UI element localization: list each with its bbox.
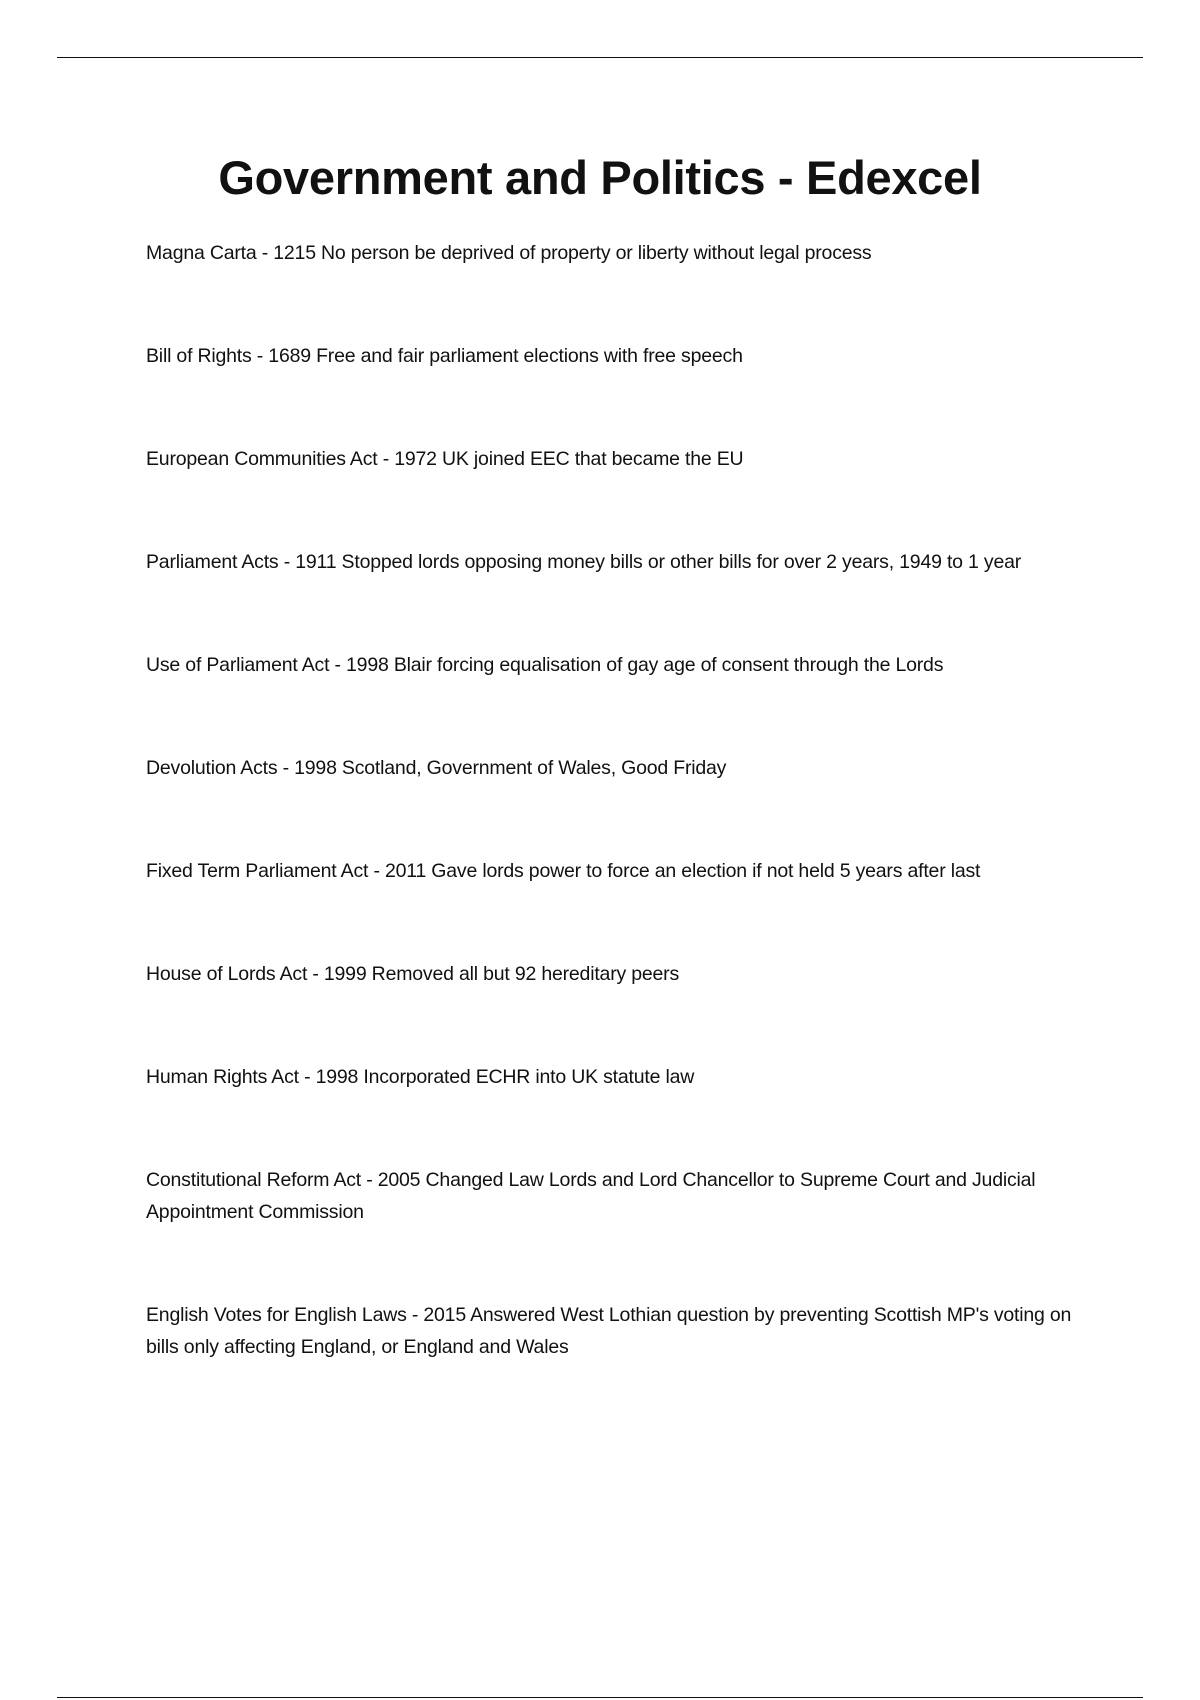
list-item: Bill of Rights - 1689 Free and fair parliament elections with free speech [146, 345, 743, 367]
list-item: Magna Carta - 1215 No person be deprived of property or liberty without legal process [146, 242, 872, 264]
list-item: House of Lords Act - 1999 Removed all but 92 hereditary peers [146, 963, 680, 985]
list-item: Devolution Acts - 1998 Scotland, Government of Wales, Good Friday [146, 757, 727, 779]
list-item: Constitutional Reform Act - 2005 Changed Law Lords and Lord Chancellor to Supreme Court and Judicial Appointment Commission [146, 1169, 1036, 1223]
footer-rule [57, 1697, 1143, 1698]
list-item: Fixed Term Parliament Act - 2011 Gave lords power to force an election if not held 5 years after last [146, 860, 981, 882]
entry-list [146, 237, 1086, 1434]
list-item: Human Rights Act - 1998 Incorporated ECHR into UK statute law [146, 1066, 695, 1088]
list-item: English Votes for English Laws - 2015 Answered West Lothian question by preventing Scottish MP's voting on bills only affecting England, or England and Wales [146, 1304, 1072, 1358]
list-item: Use of Parliament Act - 1998 Blair forcing equalisation of gay age of consent through the Lords [146, 654, 944, 676]
list-item: Parliament Acts - 1911 Stopped lords opposing money bills or other bills for over 2 years, 1949 to 1 year [146, 551, 1022, 573]
header-rule [57, 57, 1143, 58]
page-title: Government and Politics - Edexcel [218, 151, 982, 204]
list-item: European Communities Act - 1972 UK joined EEC that became the EU [146, 448, 744, 470]
